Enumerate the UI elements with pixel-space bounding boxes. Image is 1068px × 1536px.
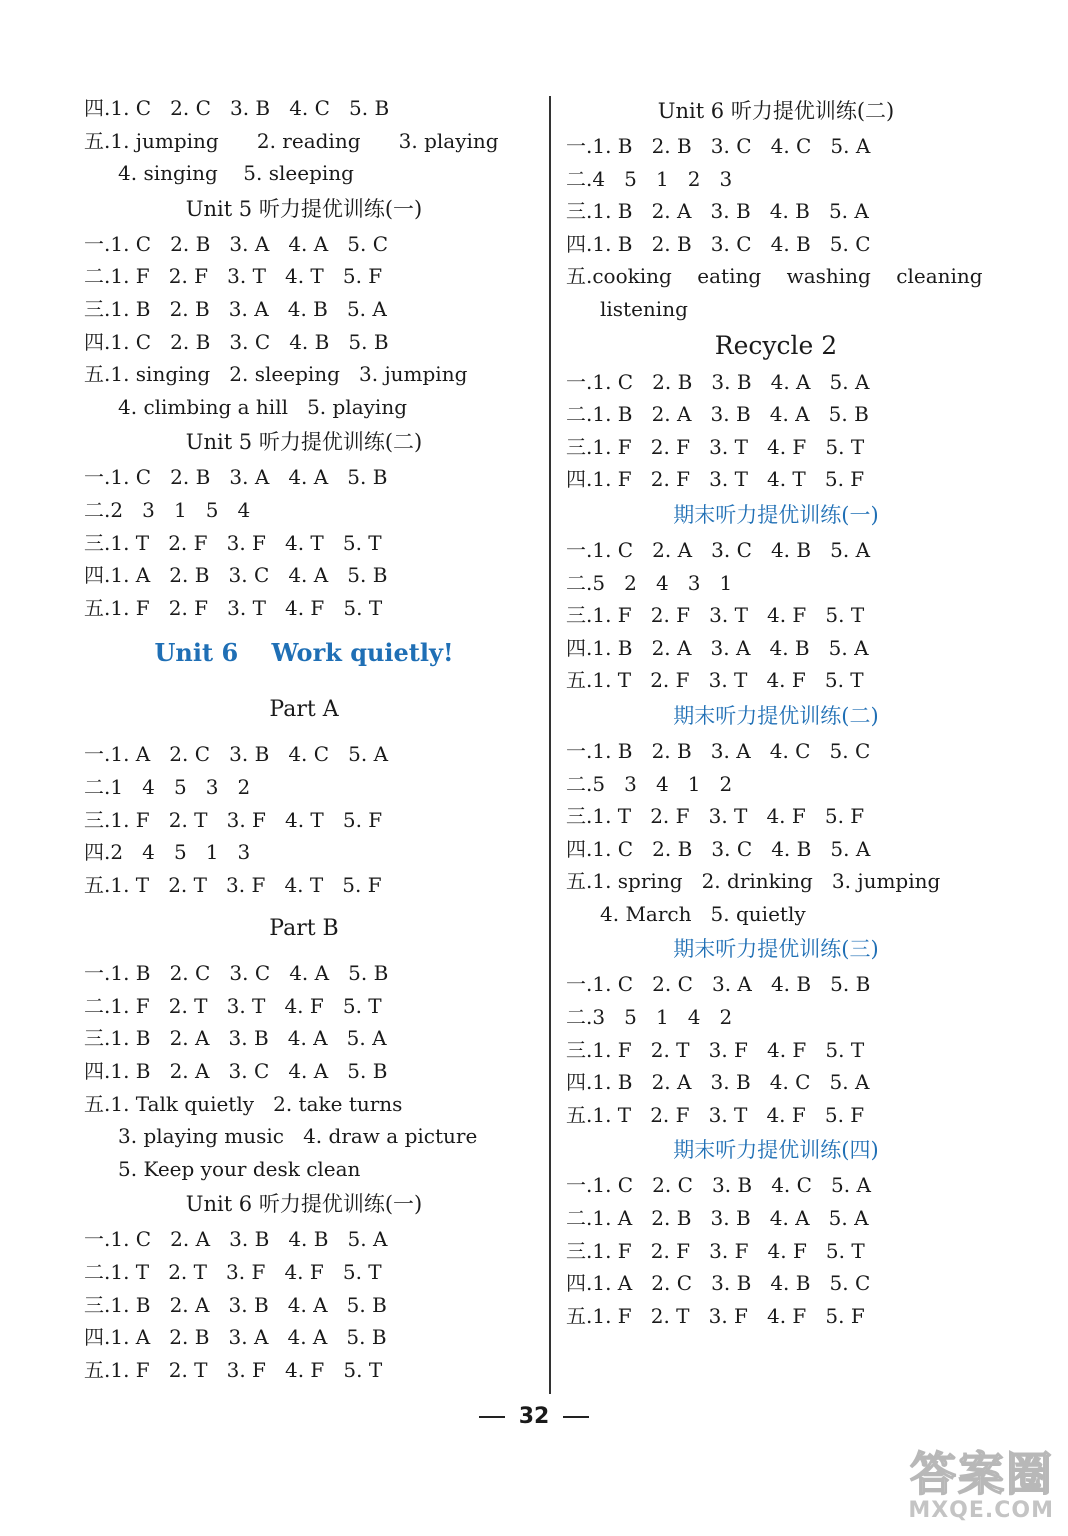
- answer-line: 五.1. T 2. F 3. T 4. F 5. F: [566, 1102, 865, 1127]
- section-heading: 期末听力提优训练(二): [673, 703, 879, 728]
- page-number-text: 32: [518, 1404, 550, 1429]
- page-number-dash-right: [563, 1416, 589, 1418]
- page-number-dash-left: [479, 1416, 505, 1418]
- section-heading: Unit 5 听力提优训练(二): [185, 430, 423, 455]
- answer-line: 五.1. T 2. T 3. F 4. T 5. F: [84, 872, 382, 897]
- answer-line-continued: listening: [600, 296, 688, 321]
- answer-line-continued: 5. Keep your desk clean: [118, 1156, 361, 1181]
- answer-line-continued: 4. March 5. quietly: [600, 901, 806, 926]
- answer-line: 一.1. B 2. B 3. A 4. C 5. C: [566, 738, 871, 763]
- answer-line: 五.cooking eating washing cleaning: [566, 264, 983, 289]
- watermark-logo: [854, 1447, 1054, 1528]
- answer-line: 三.1. B 2. A 3. B 4. A 5. A: [84, 1026, 387, 1051]
- answer-line: 四.1. B 2. A 3. B 4. C 5. A: [566, 1070, 870, 1095]
- answer-line: 一.1. C 2. B 3. A 4. A 5. B: [84, 465, 388, 490]
- answer-line: 四.1. B 2. A 3. A 4. B 5. A: [566, 635, 869, 660]
- answer-line: 五.1. singing 2. sleeping 3. jumping: [84, 362, 468, 387]
- answer-line: 五.1. Talk quietly 2. take turns: [84, 1091, 403, 1116]
- section-heading: 期末听力提优训练(四): [673, 1138, 879, 1163]
- answer-line: 四.1. B 2. B 3. C 4. B 5. C: [566, 231, 871, 256]
- answer-line: 二.1. A 2. B 3. B 4. A 5. A: [566, 1206, 869, 1231]
- right-column: [566, 92, 986, 1332]
- part-heading: Part B: [269, 916, 339, 942]
- answer-line: 五.1. jumping 2. reading 3. playing: [84, 128, 499, 153]
- section-heading: Unit 6 听力提优训练(二): [657, 99, 895, 123]
- answer-line: 一.1. C 2. B 3. A 4. A 5. C: [84, 231, 389, 256]
- answer-line: 五.1. T 2. F 3. T 4. F 5. T: [566, 668, 864, 693]
- page-number: [0, 1404, 1068, 1429]
- column-divider: [549, 96, 551, 1394]
- answer-line-continued: 3. playing music 4. draw a picture: [118, 1124, 478, 1149]
- answer-line: 二.1. F 2. T 3. T 4. F 5. T: [84, 993, 382, 1018]
- section-heading: Unit 5 听力提优训练(一): [185, 196, 423, 221]
- answer-line: 二.1 4 5 3 2: [84, 774, 251, 799]
- part-heading: Part A: [269, 697, 339, 723]
- answer-line: 五.1. F 2. T 3. F 4. F 5. F: [566, 1303, 865, 1328]
- watermark-title: 答案圈: [910, 1447, 1054, 1501]
- answer-line: 三.1. F 2. T 3. F 4. T 5. F: [84, 807, 383, 832]
- answer-line: 四.1. F 2. F 3. T 4. T 5. F: [566, 467, 865, 492]
- answer-line: 四.1. C 2. B 3. C 4. B 5. A: [566, 836, 871, 861]
- answer-line: 二.4 5 1 2 3: [566, 166, 733, 191]
- left-column: [84, 92, 524, 1386]
- answer-line: 二.5 3 4 1 2: [566, 771, 733, 796]
- answer-line: 一.1. C 2. C 3. A 4. B 5. B: [566, 972, 871, 997]
- answer-line: 一.1. B 2. B 3. C 4. C 5. A: [566, 134, 871, 158]
- answer-line-continued: 4. singing 5. sleeping: [118, 161, 354, 186]
- answer-line: 四.1. A 2. C 3. B 4. B 5. C: [566, 1271, 871, 1296]
- answer-line: 一.1. B 2. C 3. C 4. A 5. B: [84, 961, 389, 986]
- answer-line: 四.1. A 2. B 3. C 4. A 5. B: [84, 563, 388, 588]
- answer-line: 四.1. B 2. A 3. C 4. A 5. B: [84, 1059, 388, 1084]
- answer-line: 三.1. T 2. F 3. F 4. T 5. T: [84, 530, 382, 555]
- answer-line: 二.3 5 1 4 2: [566, 1005, 733, 1030]
- answer-line: 一.1. C 2. B 3. B 4. A 5. A: [566, 369, 870, 394]
- answer-line: 三.1. T 2. F 3. T 4. F 5. F: [566, 804, 865, 829]
- answer-line: 一.1. C 2. A 3. C 4. B 5. A: [566, 537, 871, 562]
- section-heading: 期末听力提优训练(三): [673, 937, 879, 962]
- section-heading: Unit 6 听力提优训练(一): [185, 1192, 423, 1217]
- answer-line: 二.1. F 2. F 3. T 4. T 5. F: [84, 264, 383, 289]
- answer-line-continued: 4. climbing a hill 5. playing: [118, 394, 408, 419]
- section-heading: Recycle 2: [714, 330, 838, 360]
- section-heading: 期末听力提优训练(一): [673, 502, 879, 527]
- answer-line: 二.5 2 4 3 1: [566, 570, 733, 595]
- answer-line: 四.2 4 5 1 3: [84, 840, 251, 865]
- answer-line: 三.1. B 2. A 3. B 4. B 5. A: [566, 199, 869, 224]
- answer-line: 三.1. F 2. F 3. F 4. F 5. T: [566, 1238, 865, 1263]
- answer-line: 一.1. A 2. C 3. B 4. C 5. A: [84, 742, 389, 767]
- answer-line: 三.1. B 2. B 3. A 4. B 5. A: [84, 296, 387, 321]
- watermark-url: MXQE.COM: [908, 1498, 1054, 1523]
- answer-line: 三.1. B 2. A 3. B 4. A 5. B: [84, 1292, 387, 1317]
- answer-line: 三.1. F 2. F 3. T 4. F 5. T: [566, 434, 865, 459]
- unit-title: Unit 6 Work quietly!: [154, 638, 454, 668]
- answer-line: 三.1. F 2. T 3. F 4. F 5. T: [566, 1037, 865, 1062]
- answer-line: 四.1. A 2. B 3. A 4. A 5. B: [84, 1325, 387, 1350]
- answer-line: 四.1. C 2. B 3. C 4. B 5. B: [84, 329, 389, 354]
- answer-line: 三.1. F 2. F 3. T 4. F 5. T: [566, 603, 865, 628]
- answer-line: 一.1. C 2. A 3. B 4. B 5. A: [84, 1227, 388, 1252]
- answer-line: 五.1. F 2. T 3. F 4. F 5. T: [84, 1357, 383, 1382]
- answer-line: 二.1. T 2. T 3. F 4. F 5. T: [84, 1260, 382, 1285]
- answer-line: 一.1. C 2. C 3. B 4. C 5. A: [566, 1173, 871, 1198]
- answer-line: 五.1. F 2. F 3. T 4. F 5. T: [84, 595, 383, 620]
- answer-line: 二.2 3 1 5 4: [84, 497, 251, 522]
- answer-line: 五.1. spring 2. drinking 3. jumping: [566, 869, 941, 894]
- answer-line: 四.1. C 2. C 3. B 4. C 5. B: [84, 96, 390, 120]
- answer-line: 二.1. B 2. A 3. B 4. A 5. B: [566, 402, 869, 427]
